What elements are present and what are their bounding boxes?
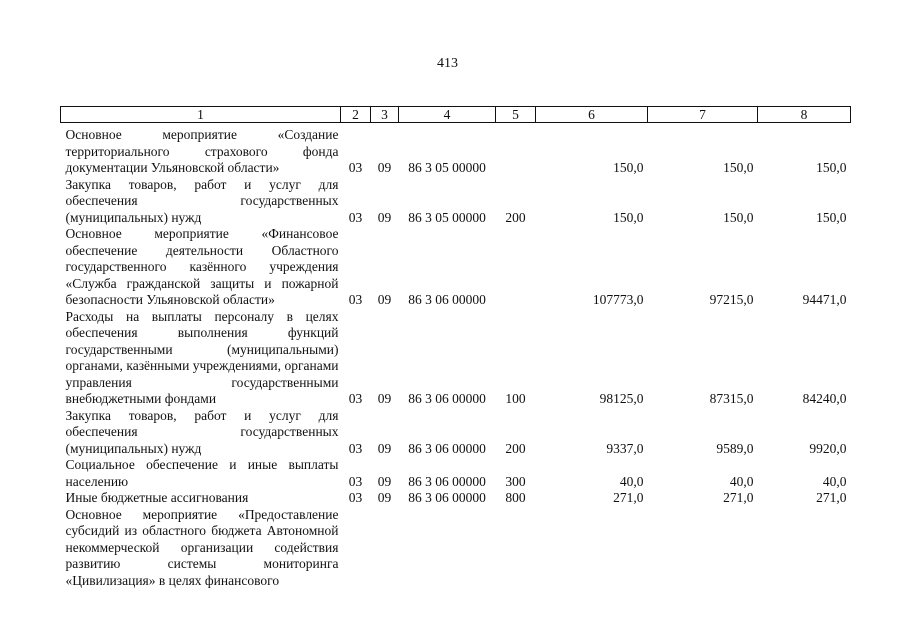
amount-col8 — [758, 507, 851, 590]
amount-col7: 9589,0 — [716, 440, 754, 456]
amount-col6: 98125,0 — [599, 391, 644, 406]
amount-col8: 40,0 — [822, 473, 847, 489]
table-row — [61, 490, 851, 507]
section-code: 03 — [348, 209, 363, 225]
amount-col7 — [648, 507, 758, 590]
column-header: 7 — [648, 107, 758, 123]
amount-col7: 150,0 — [723, 209, 754, 225]
subsection-code: 09 — [377, 292, 392, 307]
subsection-code: 09 — [377, 440, 392, 456]
amount-col6: 150,0 — [613, 209, 644, 225]
section-code: 03 — [348, 440, 363, 456]
table-row — [61, 127, 851, 177]
expense-name: Основное мероприятие «Финансовое обеспечение деятельности Областного государственного казённого учреждения «Служба гражданской защиты и пожарной безопасности Ульяновской области» — [65, 226, 339, 307]
expense-type-code — [496, 127, 536, 177]
subsection-code — [371, 507, 399, 590]
expense-name: Расходы на выплаты персоналу в целях обеспечения выполнения функций государственными (муниципальными) органами, казёнными учреждениями, органами управления государственными внебюджетными фондами — [65, 308, 339, 406]
amount-col7: 87315,0 — [709, 391, 754, 406]
target-article-code: 86 3 06 00000 — [408, 440, 486, 456]
expense-type-code: 100 — [505, 391, 526, 406]
target-article-code: 86 3 06 00000 — [408, 292, 486, 307]
column-header: 3 — [371, 107, 399, 123]
section-code — [341, 507, 371, 590]
amount-col6 — [536, 507, 648, 590]
budget-table — [60, 106, 851, 589]
expense-name: Социальное обеспечение и иные выплаты населению — [65, 457, 339, 489]
amount-col6: 9337,0 — [606, 440, 644, 456]
table-row — [61, 309, 851, 408]
expense-type-code: 200 — [505, 440, 526, 456]
target-article-code: 86 3 06 00000 — [408, 490, 486, 505]
target-article-code: 86 3 06 00000 — [408, 391, 486, 406]
table-row — [61, 226, 851, 309]
expense-name: Закупка товаров, работ и услуг для обеспечения государственных (муниципальных) нужд — [65, 407, 339, 456]
amount-col6: 271,0 — [613, 490, 644, 505]
expense-type-code — [496, 507, 536, 590]
expense-name: Иные бюджетные ассигнования — [65, 490, 249, 505]
target-article-code: 86 3 05 00000 — [408, 209, 486, 225]
column-header: 6 — [536, 107, 648, 123]
table-row — [61, 457, 851, 490]
column-header: 8 — [758, 107, 851, 123]
amount-col8: 94471,0 — [802, 292, 847, 307]
subsection-code: 09 — [377, 490, 392, 505]
section-code: 03 — [348, 391, 363, 406]
amount-col7: 97215,0 — [709, 292, 754, 307]
amount-col8: 150,0 — [816, 160, 847, 175]
column-header: 5 — [496, 107, 536, 123]
expense-type-code: 800 — [505, 490, 526, 505]
amount-col7: 271,0 — [723, 490, 754, 505]
subsection-code: 09 — [377, 391, 392, 406]
expense-name: Основное мероприятие «Предоставление субсидий из областного бюджета Автономной некоммерческой организации содействия развитию системы мониторинга «Цивилизация» в целях финансового — [65, 506, 339, 588]
expense-type-code — [496, 226, 536, 309]
expense-type-code: 200 — [505, 209, 526, 225]
section-code: 03 — [348, 160, 363, 175]
amount-col6: 150,0 — [613, 160, 644, 175]
table-row — [61, 507, 851, 590]
amount-col6: 40,0 — [619, 473, 644, 489]
section-code: 03 — [348, 292, 363, 307]
target-article-code: 86 3 06 00000 — [408, 473, 486, 489]
subsection-code: 09 — [377, 160, 392, 175]
expense-name: Основное мероприятие «Создание территориального страхового фонда документации Ульяновской области» — [65, 127, 339, 175]
page-number: 413 — [437, 56, 458, 71]
expense-name: Закупка товаров, работ и услуг для обеспечения государственных (муниципальных) нужд — [65, 176, 339, 225]
amount-col6: 107773,0 — [592, 292, 644, 307]
table-header-row — [61, 107, 851, 123]
subsection-code: 09 — [377, 473, 392, 489]
amount-col7: 150,0 — [723, 160, 754, 175]
column-header: 1 — [61, 107, 341, 123]
table-row — [61, 408, 851, 458]
section-code: 03 — [348, 490, 363, 505]
amount-col7: 40,0 — [729, 473, 754, 489]
subsection-code: 09 — [377, 209, 392, 225]
expense-type-code: 300 — [505, 473, 526, 489]
amount-col8: 9920,0 — [809, 440, 847, 456]
table-row — [61, 177, 851, 227]
column-header: 2 — [341, 107, 371, 123]
amount-col8: 271,0 — [816, 490, 847, 505]
amount-col8: 84240,0 — [802, 391, 847, 406]
target-article-code — [399, 507, 496, 590]
target-article-code: 86 3 05 00000 — [408, 160, 486, 175]
column-header: 4 — [399, 107, 496, 123]
section-code: 03 — [348, 473, 363, 489]
amount-col8: 150,0 — [816, 209, 847, 225]
